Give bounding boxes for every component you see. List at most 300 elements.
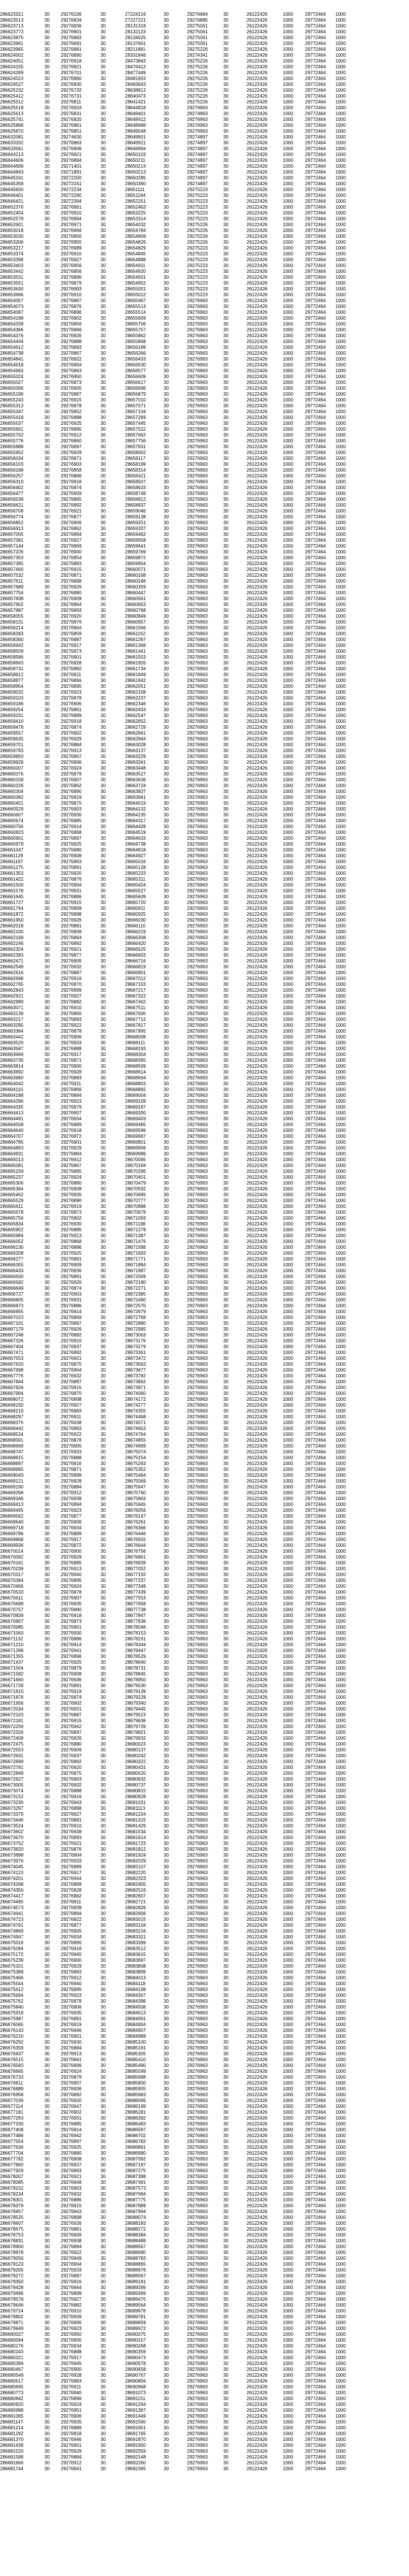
table-cell: 30 — [164, 1134, 169, 1139]
table-cell: 30 — [100, 1864, 106, 1869]
table-cell: 30 — [223, 958, 228, 964]
table-cell: 29772464 — [305, 1180, 326, 1186]
table-cell: 30 — [44, 228, 50, 233]
table-cell: 30 — [223, 1736, 228, 1741]
table-cell: 29276890 — [61, 53, 82, 58]
table-cell: 1000 — [283, 947, 293, 952]
table-cell: 1000 — [335, 526, 346, 531]
table-cell: 30 — [223, 140, 228, 146]
table-cell: 1000 — [283, 2180, 293, 2185]
table-row — [0, 1689, 409, 1695]
table-cell: 26122426 — [247, 1747, 268, 1753]
table-cell: 1000 — [283, 1654, 293, 1659]
table-cell: 1000 — [283, 111, 293, 116]
table-cell: 29276963 — [187, 2186, 208, 2191]
table-cell: 30 — [44, 1221, 50, 1227]
table-cell: 1000 — [335, 1373, 346, 1379]
table-cell: 1000 — [283, 1689, 293, 1694]
table-cell: 1000 — [283, 362, 293, 368]
table-cell: 1000 — [335, 1040, 346, 1045]
table-cell: 30 — [223, 830, 228, 835]
table-cell: 29272234 — [61, 187, 82, 192]
table-cell: 29772464 — [305, 584, 326, 590]
table-row — [0, 1928, 409, 1934]
table-row — [0, 2110, 409, 2115]
table-cell: 29772464 — [305, 1601, 326, 1606]
table-cell: 29276963 — [187, 1204, 208, 1209]
table-cell: 30 — [44, 1490, 50, 1495]
table-cell: 286676515 — [0, 2057, 24, 2062]
table-cell: 28670592 — [125, 1186, 146, 1192]
table-row — [0, 1794, 409, 1800]
table-cell: 30 — [100, 1233, 106, 1238]
table-cell: 28672069 — [125, 1274, 146, 1279]
table-cell: 30 — [223, 415, 228, 420]
table-cell: 286657754 — [0, 590, 24, 595]
table-cell: 28686483 — [125, 2121, 146, 2127]
table-cell: 286665159 — [0, 1169, 24, 1174]
table-cell: 286662246 — [0, 941, 24, 946]
table-cell: 29276852 — [61, 409, 82, 414]
table-cell: 29772464 — [305, 1110, 326, 1116]
table-cell: 28664633 — [125, 836, 146, 841]
table-cell: 286654841 — [0, 356, 24, 362]
table-cell: 30 — [100, 403, 106, 408]
table-cell: 28654952 — [125, 281, 146, 286]
table-cell: 1000 — [335, 1052, 346, 1057]
table-cell: 28660246 — [125, 579, 146, 584]
table-cell: 1000 — [283, 1706, 293, 1712]
table-cell: 1000 — [335, 906, 346, 911]
table-cell: 29276892 — [61, 1759, 82, 1764]
table-cell: 30 — [223, 88, 228, 93]
table-cell: 30 — [44, 1040, 50, 1045]
table-cell: 29276963 — [187, 1046, 208, 1051]
table-cell: 28688567 — [125, 2244, 146, 2249]
table-cell: 30 — [44, 1443, 50, 1449]
table-cell: 28657445 — [125, 421, 146, 426]
table-cell: 30 — [164, 964, 169, 970]
table-cell: 1000 — [335, 1309, 346, 1314]
table-cell: 29275226 — [187, 70, 208, 75]
table-cell: 26122426 — [247, 450, 268, 455]
table-cell: 1000 — [283, 1823, 293, 1829]
table-cell: 1000 — [335, 245, 346, 251]
table-cell: 29772464 — [305, 1765, 326, 1770]
table-cell: 30 — [100, 771, 106, 777]
table-cell: 286671504 — [0, 1666, 24, 1671]
table-cell: 29772464 — [305, 2063, 326, 2068]
table-cell: 30 — [100, 1508, 106, 1513]
table-cell: 30 — [223, 1338, 228, 1344]
table-cell: 1000 — [335, 356, 346, 362]
table-cell: 30 — [164, 1584, 169, 1589]
table-cell: 286665237 — [0, 1175, 24, 1180]
table-cell: 29276963 — [187, 397, 208, 403]
table-row — [0, 111, 409, 117]
table-cell: 29772464 — [305, 649, 326, 654]
table-cell: 1000 — [283, 1847, 293, 1852]
table-row — [0, 1572, 409, 1578]
table-cell: 29276963 — [187, 123, 208, 128]
table-cell: 29276930 — [61, 812, 82, 818]
table-cell: 1000 — [283, 2115, 293, 2121]
table-cell: 30 — [164, 2244, 169, 2249]
table-cell: 29772464 — [305, 1338, 326, 1344]
table-cell: 286655776 — [0, 438, 24, 444]
table-cell: 286659254 — [0, 707, 24, 712]
table-cell: 29276963 — [187, 1560, 208, 1566]
table-cell: 26122426 — [247, 1180, 268, 1186]
table-cell: 1000 — [335, 818, 346, 823]
table-cell: 1000 — [335, 1847, 346, 1852]
table-cell: 28656879 — [125, 392, 146, 397]
table-cell: 29274630 — [61, 134, 82, 140]
table-cell: 30 — [44, 579, 50, 584]
table-cell: 30 — [100, 1297, 106, 1303]
table-cell: 30 — [100, 275, 106, 280]
table-cell: 28655012 — [125, 292, 146, 297]
table-row — [0, 1327, 409, 1332]
table-cell: 29276918 — [61, 58, 82, 64]
table-cell: 30 — [164, 1221, 169, 1227]
table-cell: 30 — [100, 906, 106, 911]
table-cell: 29276892 — [61, 2092, 82, 2097]
table-cell: 30 — [44, 818, 50, 823]
table-cell: 29275061 — [187, 41, 208, 46]
table-cell: 26122426 — [247, 1847, 268, 1852]
table-cell: 29772464 — [305, 1502, 326, 1507]
table-cell: 286676437 — [0, 2051, 24, 2056]
table-cell: 30 — [164, 432, 169, 438]
table-cell: 286665081 — [0, 1163, 24, 1168]
table-cell: 1000 — [283, 1969, 293, 1975]
table-cell: 30 — [164, 771, 169, 777]
table-row — [0, 1064, 409, 1069]
table-cell: 29276913 — [61, 1566, 82, 1571]
table-cell: 28662237 — [125, 695, 146, 701]
table-cell: 30 — [44, 1385, 50, 1390]
table-row — [0, 281, 409, 286]
table-cell: 26122426 — [247, 1613, 268, 1618]
table-cell: 1000 — [335, 1145, 346, 1151]
table-cell: 1000 — [283, 2203, 293, 2208]
table-cell: 29276963 — [187, 1619, 208, 1624]
table-cell: 30 — [44, 701, 50, 707]
table-cell: 29276886 — [61, 2197, 82, 2203]
table-cell: 30 — [44, 906, 50, 911]
table-row — [0, 1841, 409, 1847]
table-cell: 1000 — [335, 2069, 346, 2074]
table-cell: 29276901 — [61, 655, 82, 660]
table-cell: 28660071 — [125, 567, 146, 572]
table-cell: 30 — [223, 1806, 228, 1811]
table-cell: 30 — [44, 958, 50, 964]
table-cell: 29276903 — [61, 462, 82, 467]
table-row — [0, 2069, 409, 2075]
table-cell: 30 — [100, 1502, 106, 1507]
table-cell: 1000 — [335, 1408, 346, 1414]
table-cell: 28668193 — [125, 1046, 146, 1051]
table-cell: 286667844 — [0, 1379, 24, 1384]
table-cell: 26122426 — [247, 158, 268, 163]
table-cell: 28676261 — [125, 1519, 146, 1525]
table-cell: 1000 — [283, 444, 293, 449]
table-cell: 29276963 — [187, 1280, 208, 1285]
table-cell: 30 — [44, 1210, 50, 1215]
table-cell: 30 — [100, 1964, 106, 1969]
table-cell: 28663341 — [125, 760, 146, 765]
table-cell: 30 — [100, 117, 106, 122]
table-cell: 29276963 — [187, 1099, 208, 1104]
table-cell: 29276888 — [61, 339, 82, 344]
table-cell: 26122426 — [247, 1408, 268, 1414]
table-cell: 29276963 — [187, 462, 208, 467]
table-cell: 1000 — [335, 286, 346, 292]
table-cell: 30 — [100, 2221, 106, 2226]
table-cell: 1000 — [283, 1607, 293, 1612]
table-cell: 29276963 — [187, 859, 208, 864]
table-cell: 286662168 — [0, 935, 24, 940]
table-cell: 286677782 — [0, 2156, 24, 2162]
table-cell: 29276921 — [61, 64, 82, 70]
table-cell: 29276877 — [61, 1923, 82, 1928]
table-cell: 29274897 — [187, 158, 208, 163]
table-cell: 28663028 — [125, 742, 146, 747]
table-cell: 1000 — [283, 123, 293, 128]
table-cell: 30 — [44, 1975, 50, 1981]
table-cell: 29275223 — [187, 263, 208, 268]
table-cell: 30 — [100, 362, 106, 368]
table-cell: 30 — [44, 1595, 50, 1601]
table-cell: 1000 — [335, 1496, 346, 1501]
table-row — [0, 1128, 409, 1134]
table-cell: 29772464 — [305, 35, 326, 40]
table-cell: 30 — [223, 2156, 228, 2162]
table-cell: 30 — [44, 1216, 50, 1221]
table-cell: 29772464 — [305, 1403, 326, 1408]
table-cell: 29772464 — [305, 1695, 326, 1700]
table-row — [0, 1110, 409, 1116]
table-cell: 29276914 — [61, 824, 82, 829]
table-cell: 30 — [223, 205, 228, 210]
table-cell: 30 — [223, 929, 228, 934]
table-cell: 29276963 — [187, 643, 208, 648]
table-cell: 286658360 — [0, 637, 24, 642]
table-cell: 30 — [164, 666, 169, 671]
table-row — [0, 690, 409, 695]
table-cell: 30 — [100, 1841, 106, 1846]
table-cell: 30 — [44, 152, 50, 157]
table-cell: 30 — [100, 894, 106, 899]
table-cell: 286668897 — [0, 1461, 24, 1466]
table-cell: 26122426 — [247, 2221, 268, 2226]
table-cell: 29772464 — [305, 257, 326, 262]
table-cell: 1000 — [283, 1724, 293, 1729]
table-cell: 26122426 — [247, 1537, 268, 1542]
table-cell: 29276936 — [61, 1677, 82, 1682]
table-cell: 26122426 — [247, 1233, 268, 1238]
table-cell: 30 — [44, 2227, 50, 2232]
table-cell: 29276963 — [187, 526, 208, 531]
table-cell: 29276884 — [61, 2045, 82, 2051]
table-cell: 29772464 — [305, 742, 326, 747]
table-cell: 28672679 — [125, 1309, 146, 1314]
table-cell: 1000 — [283, 1590, 293, 1595]
table-cell: 29772464 — [305, 1642, 326, 1647]
table-cell: 29276963 — [187, 1806, 208, 1811]
table-cell: 30 — [100, 356, 106, 362]
table-cell: 29276874 — [61, 485, 82, 490]
table-cell: 29772464 — [305, 976, 326, 981]
table-cell: 29772464 — [305, 941, 326, 946]
table-cell: 30 — [44, 1420, 50, 1425]
table-cell: 29276892 — [61, 941, 82, 946]
table-cell: 286624527 — [0, 82, 24, 87]
table-cell: 1000 — [283, 2121, 293, 2127]
table-cell: 26122426 — [247, 64, 268, 70]
table-cell: 286676889 — [0, 2086, 24, 2092]
table-cell: 30 — [100, 1099, 106, 1104]
table-cell: 29276890 — [61, 1940, 82, 1945]
table-cell: 286656708 — [0, 508, 24, 514]
table-cell: 26122426 — [247, 164, 268, 169]
table-cell: 29276963 — [187, 1262, 208, 1268]
table-cell: 29772464 — [305, 853, 326, 858]
table-cell: 1000 — [335, 1367, 346, 1373]
table-cell: 30 — [223, 877, 228, 882]
table-cell: 1000 — [335, 754, 346, 759]
table-cell: 30 — [44, 187, 50, 192]
table-row — [0, 1484, 409, 1490]
table-cell: 29276854 — [61, 555, 82, 560]
table-cell: 30 — [223, 146, 228, 151]
table-cell: 29276876 — [61, 619, 82, 625]
table-cell: 29772464 — [305, 462, 326, 467]
table-cell: 30 — [223, 1327, 228, 1332]
table-cell: 29276888 — [61, 1788, 82, 1793]
table-cell: 30 — [164, 245, 169, 251]
table-cell: 28673677 — [125, 1367, 146, 1373]
table-cell: 1000 — [283, 1987, 293, 1992]
table-cell: 1000 — [283, 514, 293, 520]
table-cell: 1000 — [335, 1777, 346, 1782]
table-cell: 28684198 — [125, 1987, 146, 1992]
table-cell: 30 — [223, 1718, 228, 1723]
table-cell: 28662346 — [125, 701, 146, 707]
table-cell: 29275223 — [187, 292, 208, 297]
table-cell: 29772464 — [305, 1514, 326, 1519]
table-cell: 286662471 — [0, 958, 24, 964]
table-cell: 1000 — [283, 1040, 293, 1045]
table-cell: 286666208 — [0, 1251, 24, 1256]
table-row — [0, 351, 409, 356]
table-cell: 286664266 — [0, 1099, 24, 1104]
table-cell: 30 — [44, 1701, 50, 1706]
table-cell: 29276928 — [61, 1479, 82, 1484]
table-cell: 29276934 — [61, 1116, 82, 1121]
table-cell: 30 — [164, 579, 169, 584]
table-cell: 29276963 — [187, 1689, 208, 1694]
table-cell: 1000 — [335, 1864, 346, 1869]
table-cell: 30 — [100, 1151, 106, 1157]
table-cell: 286665756 — [0, 1216, 24, 1221]
table-cell: 286660823 — [0, 830, 24, 835]
table-row — [0, 1099, 409, 1105]
table-cell: 30 — [164, 2057, 169, 2062]
table-cell: 1000 — [283, 573, 293, 578]
table-row — [0, 1952, 409, 1958]
table-cell: 29772464 — [305, 1169, 326, 1174]
table-cell: 30 — [100, 947, 106, 952]
table-cell: 1000 — [335, 695, 346, 701]
table-row — [0, 678, 409, 684]
table-cell: 29772464 — [305, 2057, 326, 2062]
table-cell: 26122426 — [247, 877, 268, 882]
table-cell: 286677036 — [0, 2098, 24, 2103]
table-cell: 30 — [223, 1017, 228, 1022]
table-cell: 29274897 — [187, 134, 208, 140]
table-cell: 30 — [44, 1660, 50, 1665]
table-cell: 30 — [164, 2145, 169, 2150]
table-cell: 28663724 — [125, 783, 146, 788]
table-cell: 1000 — [283, 2110, 293, 2115]
table-row — [0, 2057, 409, 2063]
table-cell: 30 — [100, 503, 106, 508]
table-cell: 28650211 — [125, 158, 145, 163]
table-cell: 30 — [44, 456, 50, 461]
table-cell: 30 — [100, 1765, 106, 1770]
table-cell: 30 — [44, 2016, 50, 2021]
table-cell: 29276963 — [187, 1227, 208, 1232]
table-cell: 30 — [223, 158, 228, 163]
table-row — [0, 1858, 409, 1864]
table-cell: 28666525 — [125, 947, 146, 952]
table-cell: 26122426 — [247, 1607, 268, 1612]
table-cell: 29276963 — [187, 912, 208, 917]
table-cell: 29276936 — [61, 2086, 82, 2092]
table-cell: 286674350 — [0, 1888, 24, 1893]
table-cell: 286662324 — [0, 947, 24, 952]
table-cell: 286654198 — [0, 316, 24, 321]
table-cell: 30 — [44, 678, 50, 683]
table-cell: 28676861 — [125, 1554, 146, 1560]
table-cell: 28676756 — [125, 1549, 146, 1554]
table-cell: 29276885 — [61, 818, 82, 823]
table-cell: 30 — [223, 374, 228, 379]
table-cell: 26122426 — [247, 1473, 268, 1478]
table-cell: 29276963 — [187, 2092, 208, 2097]
table-cell: 26122426 — [247, 1987, 268, 1992]
table-cell: 30 — [44, 1911, 50, 1916]
table-row — [0, 2034, 409, 2040]
table-cell: 29276963 — [187, 1958, 208, 1963]
table-cell: 1000 — [335, 1782, 346, 1788]
table-cell: 28674969 — [125, 1443, 146, 1449]
table-cell: 1000 — [335, 2086, 346, 2092]
table-cell: 30 — [44, 2104, 50, 2109]
table-cell: 30 — [164, 1782, 169, 1788]
table-row — [0, 894, 409, 900]
table-cell: 29276963 — [187, 508, 208, 514]
table-cell: 1000 — [283, 82, 293, 87]
table-cell: 30 — [164, 444, 169, 449]
table-cell: 30 — [164, 842, 169, 847]
table-cell: 30 — [164, 1923, 169, 1928]
table-cell: 30 — [164, 2016, 169, 2021]
table-cell: 30 — [164, 514, 169, 520]
table-cell: 1000 — [335, 1829, 346, 1834]
